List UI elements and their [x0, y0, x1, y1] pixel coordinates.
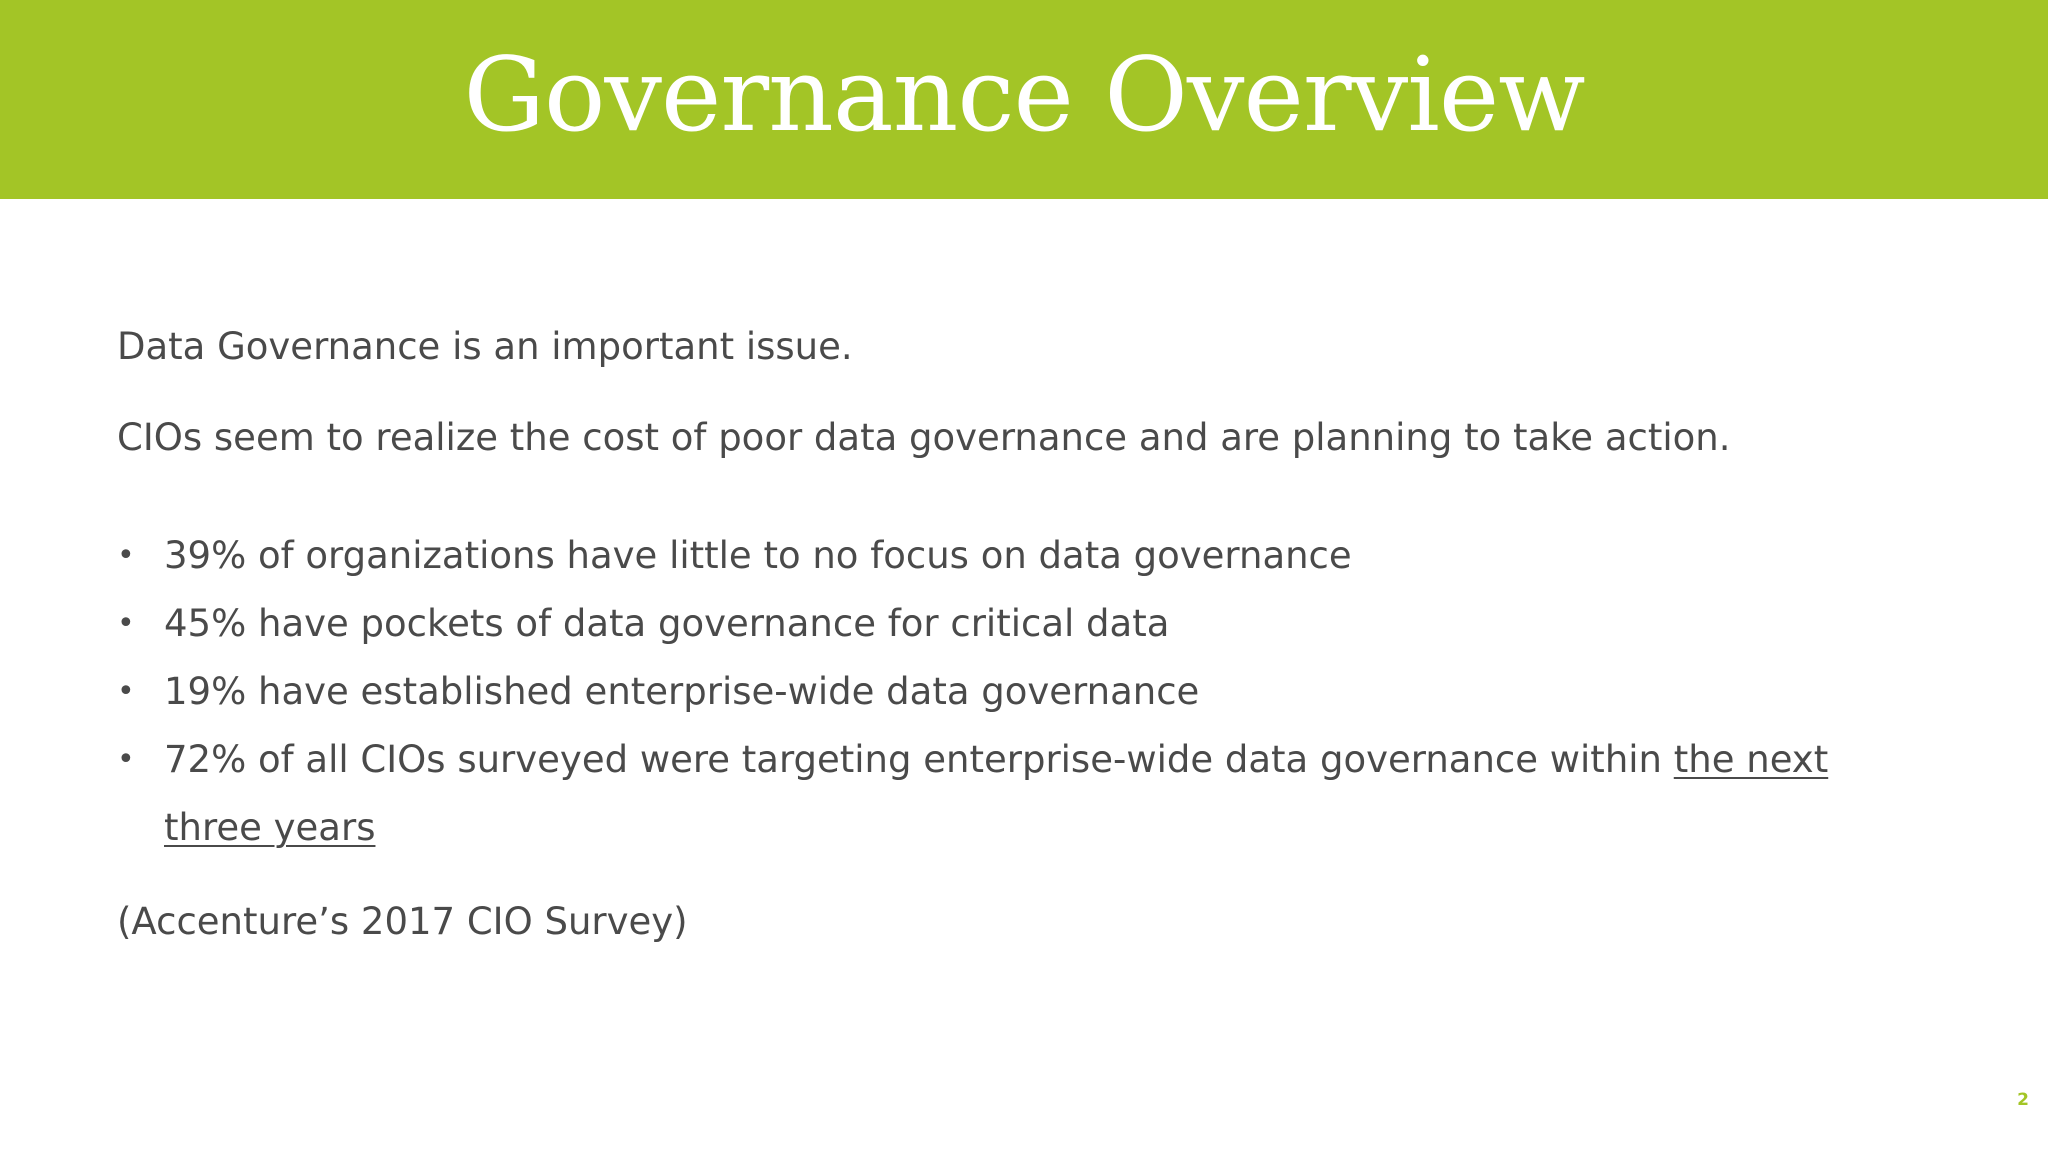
bullet-list [117, 522, 1967, 862]
bullet-item [117, 522, 1967, 590]
bullet-text: 72% of all CIOs surveyed were targeting enterprise-wide data governance within [164, 738, 1674, 781]
bullet-text: 19% have established enterprise-wide data governance [164, 670, 1200, 713]
bullet-text: 45% have pockets of data governance for critical data [164, 602, 1170, 645]
source-citation: (Accenture’s 2017 CIO Survey) [117, 900, 688, 943]
bullet-icon: • [117, 538, 135, 573]
bullet-item [117, 658, 1967, 726]
statement-text: CIOs seem to realize the cost of poor data governance and are planning to take action. [117, 416, 1731, 459]
underlined-text: the next three years [164, 738, 1829, 849]
bullet-item [117, 726, 1924, 862]
bullet-text: 39% of organizations have little to no focus on data governance [164, 534, 1352, 577]
title-bar [0, 0, 2048, 199]
bullet-icon: • [117, 674, 135, 709]
bullet-item [117, 590, 1967, 658]
bullet-icon: • [117, 742, 135, 777]
page-number: 2 [2017, 1090, 2029, 1110]
intro-text: Data Governance is an important issue. [117, 325, 853, 368]
slide-title: Governance Overview [463, 35, 1585, 155]
bullet-icon: • [117, 606, 135, 641]
